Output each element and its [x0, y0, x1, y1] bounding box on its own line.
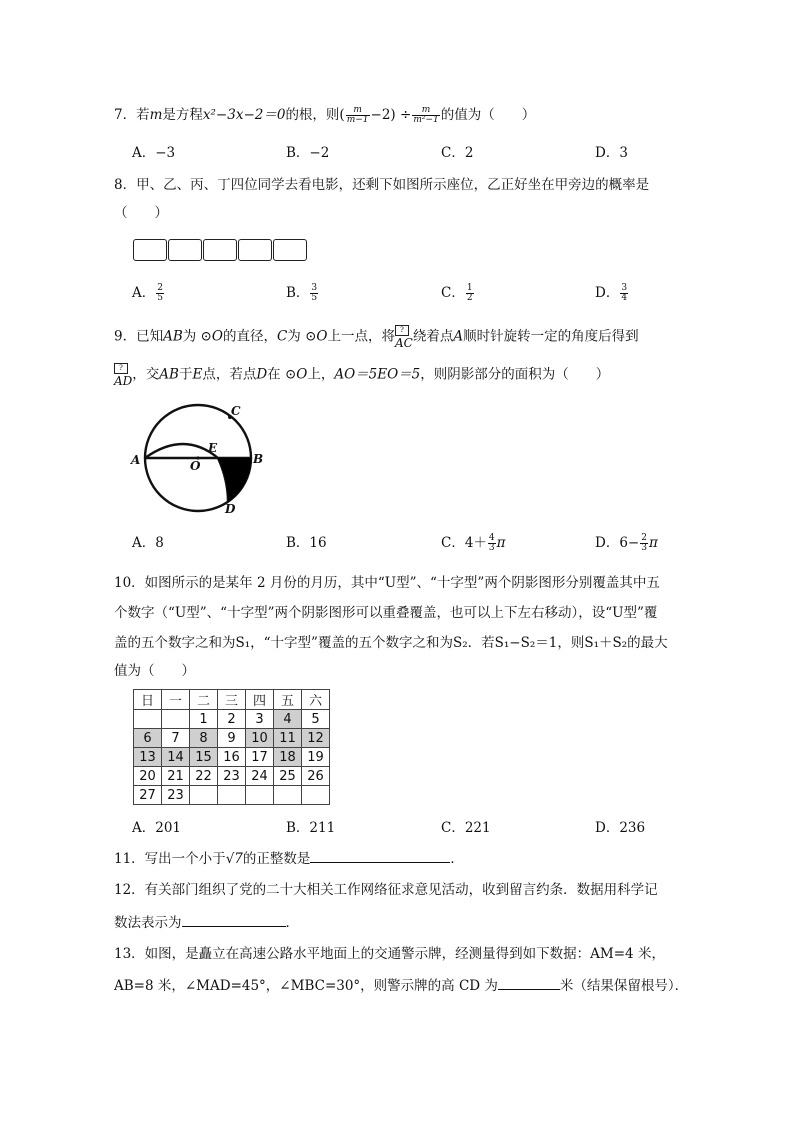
q9-text: ，则阴影部分的面积为（ ） [420, 366, 610, 383]
calendar-cell: 17 [246, 748, 274, 767]
calendar-header-cell: 二 [190, 690, 218, 710]
q8-option-c[interactable] [441, 283, 475, 303]
calendar-header-row [134, 690, 330, 710]
q7-option-b[interactable]: B．−2 [286, 145, 330, 161]
calendar-cell: 26 [302, 767, 330, 786]
q9-text: 于 [178, 366, 193, 383]
calendar-cell: 24 [246, 767, 274, 786]
q7-text: 的值为（ ） [440, 107, 536, 123]
q9-var: AB [159, 366, 179, 383]
pi-symbol: π [648, 535, 658, 551]
calendar-cell: 16 [218, 748, 246, 767]
q9-text: 在 ⊙ [267, 366, 297, 383]
q9-text: 上一点，将 [327, 328, 395, 345]
calendar-header-cell: 五 [274, 690, 302, 710]
calendar-header-cell: 日 [134, 690, 162, 710]
q7-option-a[interactable]: A．−3 [132, 145, 176, 161]
frac-den: 2 [466, 293, 473, 303]
q7-text: 的根，则( [285, 107, 345, 123]
arc-ac [395, 325, 413, 349]
q9-var: AB [163, 328, 183, 345]
q7-option-c[interactable]: C．2 [441, 145, 474, 161]
q9-option-a[interactable]: A．8 [132, 535, 164, 551]
q10-option-c[interactable]: C．221 [441, 820, 491, 836]
calendar-cell [274, 786, 302, 805]
label-d: D [225, 502, 236, 516]
calendar-cell: 25 [274, 767, 302, 786]
calendar-cell-shaded: 12 [302, 729, 330, 748]
q7-frac1 [346, 106, 370, 125]
q11-stem [114, 848, 464, 869]
frac-den: 4 [621, 293, 628, 303]
calendar-cell: 22 [190, 767, 218, 786]
q8-option-b[interactable] [286, 283, 319, 303]
calendar-row [134, 710, 330, 729]
q7-number: 7．若 [114, 107, 150, 123]
calendar-cell [246, 786, 274, 805]
q9-stem-line1 [114, 325, 639, 349]
q10-options [132, 818, 672, 838]
q9-text: ，交 [132, 366, 160, 383]
option-label: C．4＋ [441, 535, 487, 551]
q13-stem-line2 [114, 975, 688, 996]
q10-stem-line4: 值为（ ） [114, 663, 195, 679]
seat [133, 239, 167, 261]
calendar-cell: 27 [134, 786, 162, 805]
q11-answer-blank[interactable] [310, 848, 450, 863]
pi-symbol: π [496, 535, 506, 551]
frac-num: 3 [311, 283, 318, 293]
q7-frac2 [412, 106, 439, 125]
calendar-cell: 3 [246, 710, 274, 729]
sqrt-seven: √7 [225, 851, 243, 867]
calendar-header-cell: 一 [162, 690, 190, 710]
q9-option-d[interactable] [595, 533, 658, 553]
calendar-cell [190, 786, 218, 805]
frac-num: m [412, 106, 439, 116]
option-frac [488, 534, 496, 553]
q13-text: AB=8 米，∠MAD=45°，∠MBC=30°，则警示牌的高 CD 为 [114, 978, 498, 994]
q13-stem-line1: 13．如图，是矗立在高速公路水平地面上的交通警示牌，经测量得到如下数据：AM=4 米， [114, 946, 665, 962]
q9-var: O [316, 328, 328, 345]
option-label: D．6− [595, 535, 640, 551]
calendar-cell-shaded: 8 [190, 729, 218, 748]
label-o: O [190, 459, 201, 473]
q11-text: ． [450, 851, 464, 867]
option-frac [620, 284, 628, 303]
q7-text: 是方程 [162, 107, 203, 123]
calendar-cell-shaded: 18 [274, 748, 302, 767]
q9-text: 为 ⊙ [287, 328, 317, 345]
frac-num: m [346, 106, 370, 116]
q13-text: 米（结果保留根号）． [559, 978, 689, 994]
calendar-cell: 23 [218, 767, 246, 786]
seat [168, 239, 202, 261]
frac-den: m²−1 [413, 115, 439, 125]
calendar-cell-shaded: 13 [134, 748, 162, 767]
q7-equation: x²−3x−2＝0 [202, 107, 286, 123]
q8-options [132, 283, 672, 303]
q9-var: E [192, 366, 203, 383]
q10-stem-line1: 10．如图所示的是某年 2 月份的月历，其中“U型”、“十字型”两个阴影图形分别覆盖其中五 [114, 575, 660, 591]
q9-text: 点，若点 [202, 366, 257, 383]
q9-var: A [453, 328, 464, 345]
frac-den: 3 [488, 543, 495, 553]
q9-text: 上， [307, 366, 335, 383]
arc-icon: ? [114, 363, 128, 374]
calendar-cell-shaded: 11 [274, 729, 302, 748]
calendar-header-cell: 六 [302, 690, 330, 710]
q9-var: O [211, 328, 223, 345]
seat-row [133, 239, 308, 261]
seat [238, 239, 272, 261]
q12-stem-line1: 12．有关部门组织了党的二十大相关工作网络征求意见活动，收到留言约条．数据用科学记 [114, 882, 658, 898]
label-a: A [131, 453, 141, 467]
calendar-cell-shaded: 4 [274, 710, 302, 729]
frac-num: 3 [621, 283, 628, 293]
calendar-cell: 1 [190, 710, 218, 729]
label-b: B [253, 452, 264, 466]
q10-option-a[interactable]: A．201 [132, 820, 182, 836]
calendar-cell [134, 710, 162, 729]
q8-stem-line1: 8．甲、乙、丙、丁四位同学去看电影，还剩下如图所示座位，乙正好坐在甲旁边的概率是 [114, 177, 650, 193]
option-label: D． [595, 285, 620, 301]
frac-num: 2 [641, 533, 647, 543]
frac-den: 5 [157, 293, 163, 303]
calendar-header-cell: 四 [246, 690, 274, 710]
q9-var: O [296, 366, 308, 383]
shaded-region [218, 458, 251, 502]
q7-options [132, 143, 672, 163]
q10-stem-line3: 盖的五个数字之和为S₁，“十字型”覆盖的五个数字之和为S₂．若S₁−S₂＝1，则S₁＋S₂的最大 [114, 635, 668, 651]
calendar-row [134, 729, 330, 748]
q9-var: C [276, 328, 288, 345]
calendar-cell [218, 786, 246, 805]
arc-ad [114, 363, 132, 387]
q9-var: AC [394, 336, 413, 350]
q7-stem [114, 105, 535, 125]
frac-num: 4 [488, 533, 495, 543]
q7-var-m: m [149, 107, 163, 123]
calendar-row [134, 767, 330, 786]
calendar-row [134, 786, 330, 805]
label-e: E [208, 441, 218, 455]
frac-den: 3 [641, 543, 647, 553]
option-frac [466, 284, 474, 303]
option-label: C． [441, 285, 465, 301]
calendar-cell-shaded: 15 [190, 748, 218, 767]
q8-stem-line2: （ ） [114, 205, 168, 221]
calendar-cell: 7 [162, 729, 190, 748]
calendar-cell-shaded: 6 [134, 729, 162, 748]
seat [273, 239, 307, 261]
calendar-table [133, 689, 330, 805]
q9-option-c[interactable] [441, 533, 506, 553]
seat [203, 239, 237, 261]
q9-var: D [256, 366, 268, 383]
q9-text: 为 ⊙ [182, 328, 212, 345]
q7-text: −2) ÷ [370, 107, 412, 123]
q13-answer-blank[interactable] [498, 975, 560, 990]
q9-options [132, 533, 672, 553]
calendar-cell [302, 786, 330, 805]
q12-text: 数法表示为 [114, 915, 182, 931]
calendar-cell: 9 [218, 729, 246, 748]
frac-num: 1 [466, 283, 473, 293]
q9-text: 绕着点 [412, 328, 454, 345]
calendar-row [134, 748, 330, 767]
q12-answer-blank[interactable] [182, 912, 286, 927]
option-frac [640, 534, 648, 553]
calendar-cell: 21 [162, 767, 190, 786]
calendar-cell: 5 [302, 710, 330, 729]
calendar-cell: 20 [134, 767, 162, 786]
frac-num: 2 [157, 283, 163, 293]
calendar-cell: 23 [162, 786, 190, 805]
q9-stem-line2 [114, 363, 609, 387]
q9-text: 9．已知 [114, 328, 164, 345]
arc-icon: ? [395, 325, 409, 336]
q12-text: ． [285, 915, 299, 931]
q8-option-a[interactable] [132, 283, 165, 303]
calendar-cell: 19 [302, 748, 330, 767]
option-label: A． [132, 285, 156, 301]
calendar-cell [162, 710, 190, 729]
q9-option-b[interactable]: B．16 [286, 535, 327, 551]
frac-den: m−1 [346, 115, 369, 125]
calendar-cell: 2 [218, 710, 246, 729]
q9-condition: AO＝5EO＝5 [334, 366, 421, 383]
q11-text: 11．写出一个小于 [114, 851, 226, 867]
frac-den: 5 [311, 293, 318, 303]
q9-var: AD [114, 374, 133, 388]
q10-stem-line2: 个数字（“U型”、“十字型”两个阴影图形可以重叠覆盖，也可以上下左右移动），设“U型”覆 [114, 605, 658, 621]
q8-option-d[interactable] [595, 283, 629, 303]
calendar-cell-shaded: 10 [246, 729, 274, 748]
q10-option-b[interactable]: B．211 [286, 820, 336, 836]
label-c: C [231, 404, 241, 418]
q7-option-d[interactable]: D．3 [595, 145, 628, 161]
q9-text: 的直径， [222, 328, 277, 345]
q11-text: 的正整数是 [242, 851, 311, 867]
calendar-cell-shaded: 14 [162, 748, 190, 767]
q9-circle-figure [128, 398, 268, 522]
option-label: B． [286, 285, 310, 301]
q9-text: 顺时针旋转一定的角度后得到 [463, 328, 639, 345]
q12-stem-line2 [114, 912, 299, 933]
calendar-header-cell: 三 [218, 690, 246, 710]
q10-option-d[interactable]: D．236 [595, 820, 646, 836]
option-frac [310, 284, 318, 303]
option-frac [156, 284, 164, 303]
